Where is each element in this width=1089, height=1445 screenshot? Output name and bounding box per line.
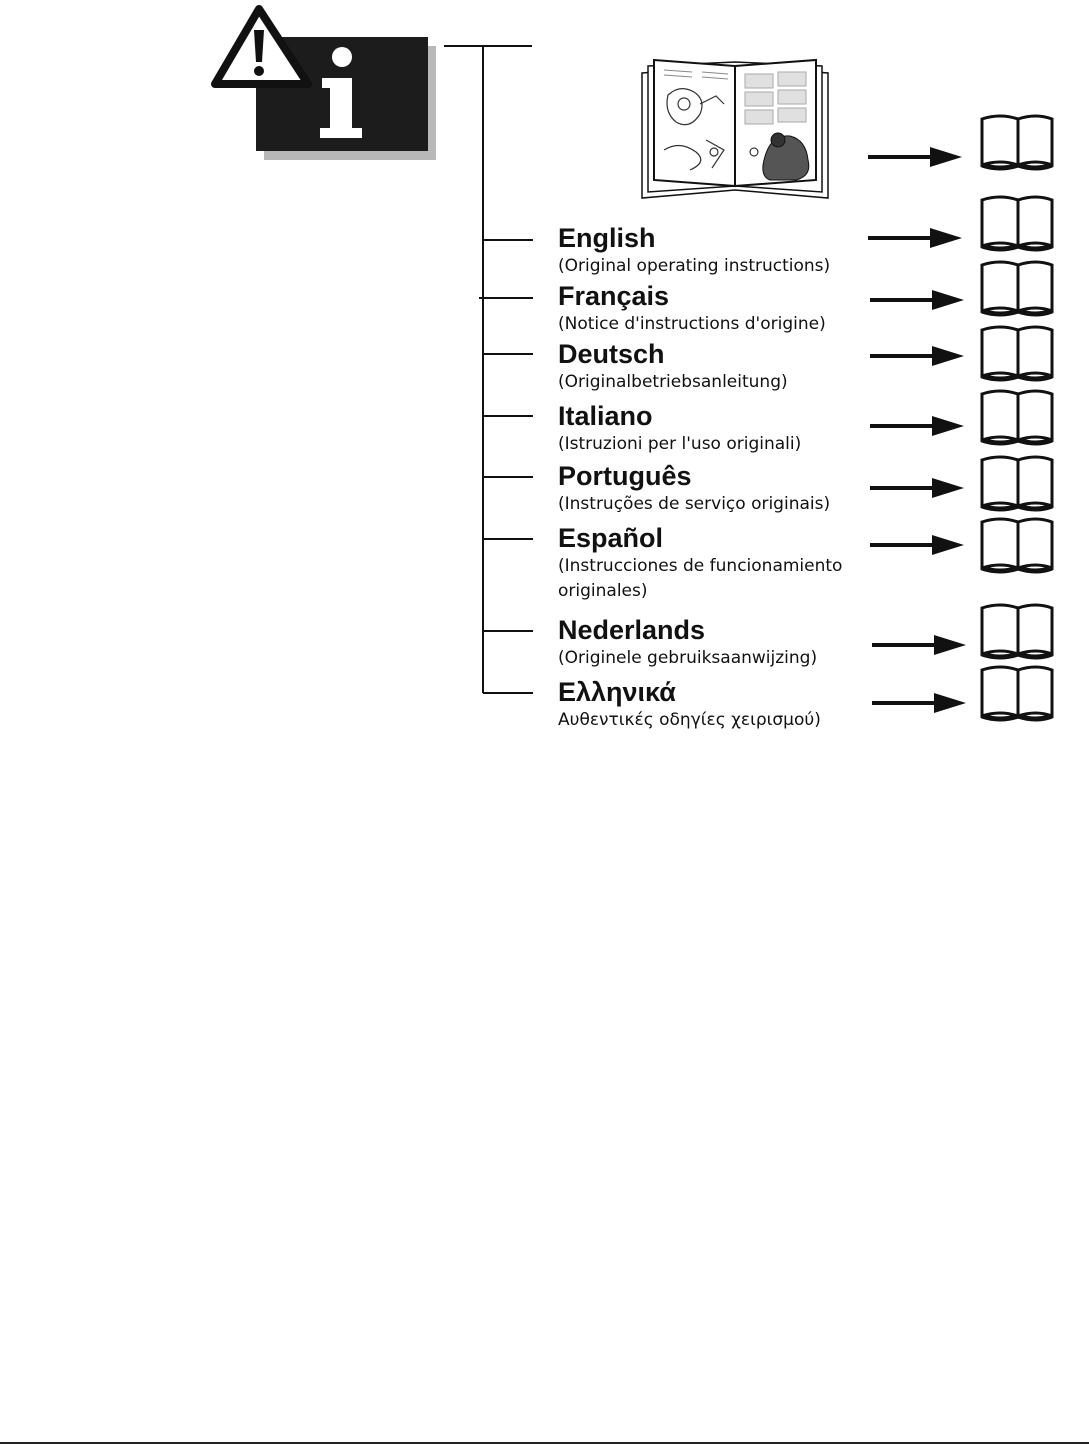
language-name-spanish: Español	[558, 523, 664, 553]
language-subtitle-italian: (Istruzioni per l'uso originali)	[558, 434, 802, 454]
manual-book-icon	[982, 391, 1052, 443]
tree-lines	[444, 46, 533, 693]
manual-book-icon	[982, 327, 1052, 379]
manual-illustration	[642, 60, 828, 198]
language-subtitle-french: (Notice d'instructions d'origine)	[558, 314, 826, 334]
arrows	[868, 147, 966, 713]
manual-book-icon	[982, 197, 1052, 249]
language-name-italian: Italiano	[558, 401, 653, 431]
language-subtitle-english: (Original operating instructions)	[558, 256, 831, 276]
language-name-dutch: Nederlands	[558, 615, 706, 645]
manual-book-icon	[982, 457, 1052, 509]
right-arrow-icon	[868, 147, 962, 167]
right-arrow-icon	[870, 346, 964, 366]
manual-book-icon	[982, 605, 1052, 657]
manual-book-icon	[982, 519, 1052, 571]
language-name-portuguese: Português	[558, 461, 692, 491]
language-name-german: Deutsch	[558, 339, 665, 369]
right-arrow-icon	[872, 693, 966, 713]
language-name-greek: Ελληνικά	[558, 677, 676, 707]
manual-book-icon	[982, 262, 1052, 314]
right-arrow-icon	[870, 290, 964, 310]
language-subtitle-greek: Αυθεντικές οδηγίες χειρισμού)	[558, 710, 821, 730]
language-name-french: Français	[558, 281, 670, 311]
language-subtitle-german: (Originalbetriebsanleitung)	[558, 372, 788, 392]
manual-book-icon	[982, 667, 1052, 719]
right-arrow-icon	[870, 416, 964, 436]
language-subtitle-dutch: (Originele gebruiksaanwijzing)	[558, 648, 818, 668]
manual-book-icon	[982, 116, 1052, 168]
right-arrow-icon	[872, 635, 966, 655]
bottom-rule	[0, 1442, 1089, 1444]
right-arrow-icon	[870, 478, 964, 498]
manual-book-icons	[982, 116, 1052, 719]
language-name-english: English	[558, 223, 656, 253]
right-arrow-icon	[868, 228, 962, 248]
language-subtitle-spanish: (Instrucciones de funcionamiento originales)	[558, 556, 843, 601]
language-subtitle-portuguese: (Instruções de serviço originais)	[558, 494, 831, 514]
right-arrow-icon	[870, 535, 964, 555]
